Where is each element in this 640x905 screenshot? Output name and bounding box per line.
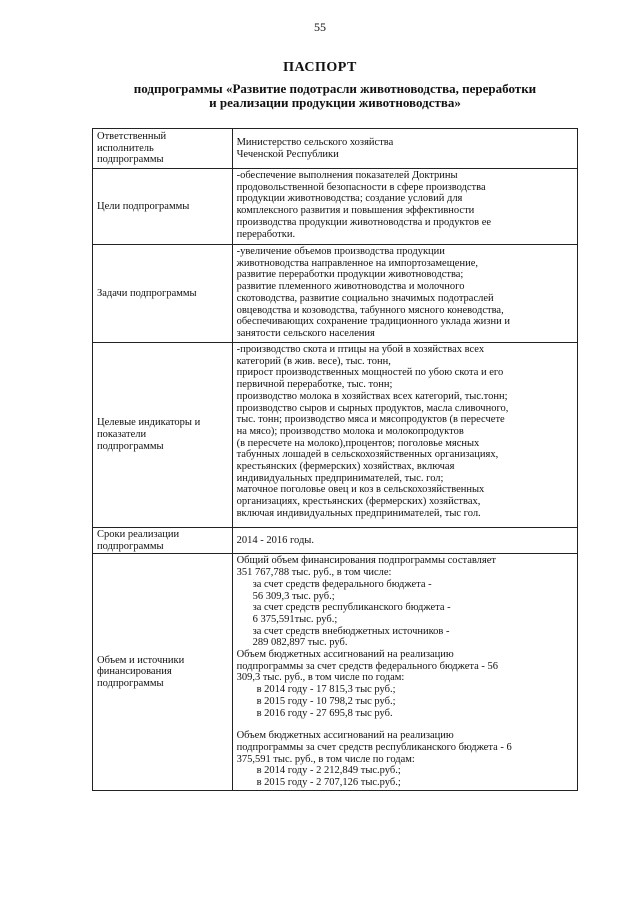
cell-text-line: включая индивидуальных предпринимателей, тыс гол. bbox=[236, 507, 481, 519]
row-label bbox=[93, 129, 233, 169]
cell-text-line: 375,591 тыс. руб., в том числе по годам: bbox=[236, 753, 415, 765]
row-content bbox=[232, 528, 577, 554]
cell-text-line: организациях, крестьянских (фермерских) хозяйствах, bbox=[236, 496, 481, 508]
cell-text-line: в 2015 году - 2 707,126 тыс.руб.; bbox=[256, 777, 401, 789]
cell-text-line: -обеспечение выполнения показателей Доктрины bbox=[236, 170, 458, 181]
cell-text-line: финансирования bbox=[97, 666, 172, 678]
cell-text-line: производство сыров и сырных продуктов, масла сливочного, bbox=[236, 402, 509, 414]
cell-text-line: на мясо); производство молока и молокопродуктов bbox=[236, 425, 464, 437]
cell-text-line: за счет средств внебюджетных источников - bbox=[252, 625, 450, 637]
cell-text-line: Министерство сельского хозяйства bbox=[236, 136, 394, 148]
cell-text-line: категорий (в жив. весе), тыс. тонн, bbox=[236, 355, 391, 367]
cell-text-line: Объем бюджетных ассигнований на реализацию bbox=[236, 649, 454, 661]
row-label bbox=[93, 343, 233, 528]
cell-text-line: табунных лошадей в сельскохозяйственных организациях, bbox=[236, 449, 499, 461]
cell-text-line: подпрограммы bbox=[97, 677, 164, 689]
cell-text-line: 289 082,897 тыс. руб. bbox=[252, 637, 348, 649]
cell-text-line: подпрограммы bbox=[97, 540, 164, 552]
cell-text-line: Задачи подпрограммы bbox=[97, 287, 197, 299]
cell-text-line: производство молока в хозяйствах всех категорий, тыс.тонн; bbox=[236, 390, 508, 402]
cell-text-line: прирост производственных мощностей по убою скота и его bbox=[236, 367, 504, 379]
cell-text-line: подпрограммы за счет средств федерального бюджета - 56 bbox=[236, 660, 498, 672]
cell-text-line: 56 309,3 тыс. руб.; bbox=[252, 590, 335, 602]
page-number: 55 bbox=[314, 20, 326, 34]
cell-text-line: подпрограммы bbox=[97, 440, 164, 452]
cell-text-line: Цели подпрограммы bbox=[97, 200, 190, 212]
cell-text-line: показатели bbox=[97, 429, 147, 441]
cell-text-line: Общий объем финансирования подпрограммы составляет bbox=[236, 555, 496, 567]
cell-text-line: в 2016 году - 27 695,8 тыс руб. bbox=[256, 707, 393, 719]
cell-text-line: -увеличение объемов производства продукции bbox=[236, 246, 445, 257]
cell-text-line: исполнитель bbox=[97, 142, 154, 154]
cell-text-line: первичной переработке, тыс. тонн; bbox=[236, 379, 393, 391]
cell-text-line: крестьянских (фермерских) хозяйствах, включая bbox=[236, 461, 455, 473]
cell-text-line: (в пересчете на молоко),процентов; поголовье мясных bbox=[236, 437, 480, 449]
row-label bbox=[93, 528, 233, 554]
document-subtitle bbox=[100, 82, 570, 110]
table-row bbox=[93, 528, 578, 554]
cell-text-line: 351 767,788 тыс. руб., в том числе: bbox=[236, 567, 392, 579]
row-label bbox=[93, 554, 233, 790]
cell-text-line: Сроки реализации bbox=[97, 529, 180, 540]
cell-text-line: Чеченской Республики bbox=[236, 148, 339, 160]
table-row bbox=[93, 343, 578, 528]
cell-text-line: занятости сельского населения bbox=[236, 327, 375, 339]
cell-text-line: Объем и источники bbox=[97, 654, 185, 666]
document-title: ПАСПОРТ bbox=[283, 60, 357, 75]
table-row bbox=[93, 169, 578, 245]
cell-text-line: индивидуальных предпринимателей, тыс. гол; bbox=[236, 472, 444, 484]
cell-text-line: 2014 - 2016 годы. bbox=[236, 534, 314, 546]
cell-text-line: продовольственной безопасности в сфере производства bbox=[236, 181, 486, 193]
cell-text-line: Целевые индикаторы и bbox=[97, 417, 201, 429]
cell-text-line: скотоводства, развитие социально значимых подотраслей bbox=[236, 292, 494, 304]
cell-text-line: комплексного развития и повышения эффективности bbox=[236, 205, 475, 217]
cell-text-line: переработки. bbox=[236, 228, 296, 240]
row-content bbox=[232, 554, 577, 790]
table-row bbox=[93, 245, 578, 343]
cell-text-line: обеспечивающих сохранение традиционного уклада жизни и bbox=[236, 316, 510, 328]
spacer bbox=[237, 719, 573, 730]
subtitle-line: подпрограммы «Развитие подотрасли животноводства, переработки bbox=[133, 81, 537, 96]
cell-text-line: производства продукции животноводства и продуктов ее bbox=[236, 216, 492, 228]
row-content bbox=[232, 343, 577, 528]
cell-text-line: в 2014 году - 17 815,3 тыс руб.; bbox=[256, 684, 396, 696]
cell-text-line: в 2014 году - 2 212,849 тыс.руб.; bbox=[256, 765, 401, 777]
subtitle-line: и реализации продукции животноводства» bbox=[209, 95, 461, 110]
table-row bbox=[93, 554, 578, 790]
row-content bbox=[232, 169, 577, 245]
cell-text-line: развитие переработки продукции животноводства; bbox=[236, 269, 464, 281]
cell-text-line: Объем бюджетных ассигнований на реализацию bbox=[236, 730, 454, 742]
cell-text-line: развитие племенного животноводства и молочного bbox=[236, 281, 465, 293]
cell-text-line: подпрограммы bbox=[97, 154, 164, 166]
row-label bbox=[93, 169, 233, 245]
cell-text-line: за счет средств республиканского бюджета - bbox=[252, 602, 451, 614]
cell-text-line: подпрограммы за счет средств республиканского бюджета - 6 bbox=[236, 741, 512, 753]
cell-text-line: 6 375,591тыс. руб.; bbox=[252, 613, 338, 625]
row-content bbox=[232, 129, 577, 169]
cell-text-line: 309,3 тыс. руб., в том числе по годам: bbox=[236, 672, 405, 684]
cell-text-line: Ответственный bbox=[97, 130, 167, 142]
cell-text-line: в 2015 году - 10 798,2 тыс руб.; bbox=[256, 695, 396, 707]
cell-text-line: маточное поголовье овец и коз в сельскохозяйственных bbox=[236, 484, 485, 496]
cell-text-line: -производство скота и птицы на убой в хозяйствах всех bbox=[236, 344, 485, 355]
row-label bbox=[93, 245, 233, 343]
cell-text-line: за счет средств федерального бюджета - bbox=[252, 578, 432, 590]
passport-table bbox=[92, 128, 578, 791]
cell-text-line: овцеводства и козоводства, табунного мясного коневодства, bbox=[236, 304, 504, 316]
row-content bbox=[232, 245, 577, 343]
table-row bbox=[93, 129, 578, 169]
cell-text-line: продукции животноводства; создание условий для bbox=[236, 193, 463, 205]
cell-text-line: животноводства направленное на импортозамещение, bbox=[236, 257, 478, 269]
cell-text-line: тыс. тонн; производство мяса и мясопродуктов (в пересчете bbox=[236, 414, 505, 426]
